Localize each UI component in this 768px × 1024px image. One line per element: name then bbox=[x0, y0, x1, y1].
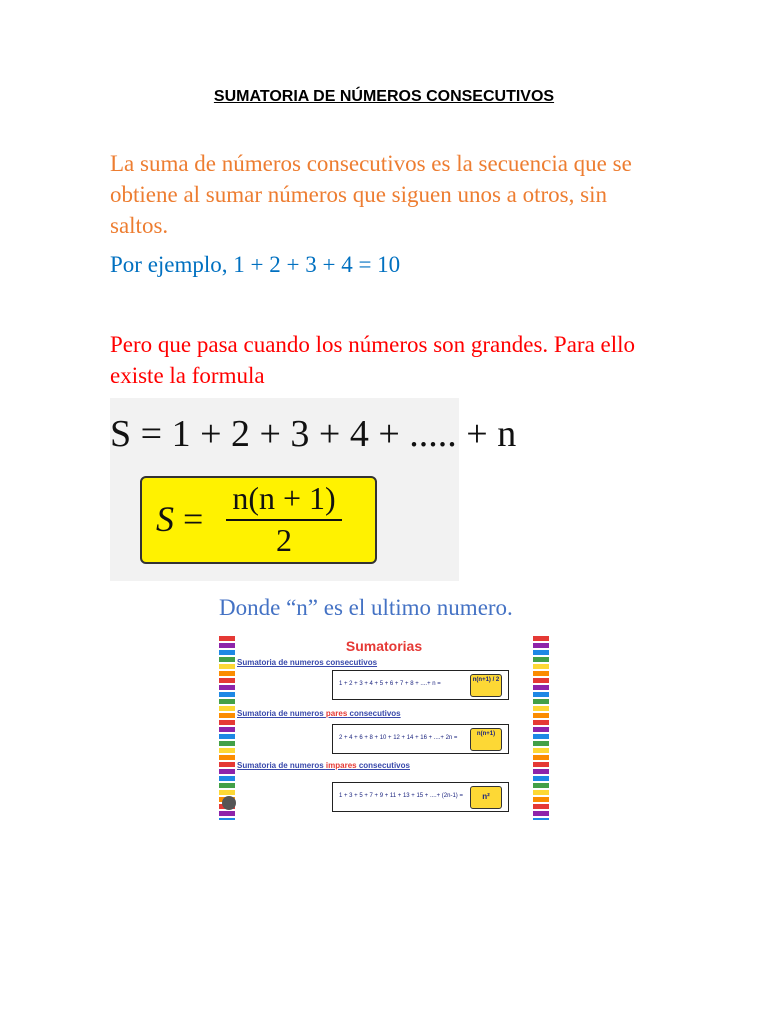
result-badge: n(n+1) bbox=[470, 728, 502, 751]
question-paragraph: Pero que pasa cuando los números son grandes. Para ello existe la formula bbox=[110, 332, 636, 388]
intro-paragraph: La suma de números consecutivos es la secuencia que se obtiene al sumar números que siguen unos a otros, sin saltos. bbox=[110, 151, 632, 238]
sequence-text: 2 + 4 + 6 + 8 + 10 + 12 + 14 + 16 + ....+ 2n = bbox=[339, 735, 458, 741]
sumatorias-heading: Sumatorias bbox=[345, 638, 423, 654]
formula-numerator: n(n + 1) bbox=[232, 480, 336, 516]
sumatoria-label-3 bbox=[237, 761, 410, 770]
sequence-text: 1 + 3 + 5 + 7 + 9 + 11 + 13 + 15 + ....+ (2n-1) = bbox=[339, 793, 463, 799]
fraction-bar bbox=[226, 519, 342, 521]
result-badge: n² bbox=[470, 786, 502, 809]
label-text: Sumatoria de numeros bbox=[237, 761, 326, 770]
crayons-right-decoration bbox=[533, 636, 549, 820]
formula-image bbox=[110, 398, 517, 581]
label-highlight: impares bbox=[325, 761, 357, 770]
sumatoria-box-3 bbox=[332, 782, 509, 812]
label-text-end: consecutivos bbox=[356, 761, 410, 770]
formula-series: S = 1 + 2 + 3 + 4 + ..... + n bbox=[110, 413, 517, 455]
crayons-left-decoration bbox=[219, 636, 235, 820]
sumatoria-label-1 bbox=[237, 658, 377, 667]
formula-denominator: 2 bbox=[276, 522, 292, 558]
sequence-text: 1 + 2 + 3 + 4 + 5 + 6 + 7 + 8 + ....+ n = bbox=[339, 681, 441, 687]
formula-lhs bbox=[156, 498, 203, 540]
result-badge: n(n+1) / 2 bbox=[470, 674, 502, 697]
label-text-end: consecutivos bbox=[347, 709, 401, 718]
label-text: Sumatoria de numeros consecutivos bbox=[237, 658, 378, 667]
formula-box bbox=[140, 476, 377, 564]
label-text: Sumatoria de numeros bbox=[237, 709, 326, 718]
sumatoria-box-1 bbox=[332, 670, 509, 700]
formula-s: S bbox=[156, 499, 174, 539]
label-highlight: pares bbox=[325, 709, 348, 718]
document-title: SUMATORIA DE NÚMEROS CONSECUTIVOS bbox=[213, 88, 555, 105]
formula-equals: = bbox=[183, 499, 204, 539]
example-paragraph: Por ejemplo, 1 + 2 + 3 + 4 = 10 bbox=[110, 252, 401, 277]
sumatoria-label-2 bbox=[237, 709, 401, 718]
sumatoria-box-2 bbox=[332, 724, 509, 754]
note-paragraph: Donde “n” es el ultimo numero. bbox=[219, 595, 513, 620]
sumatorias-image bbox=[219, 636, 549, 820]
lens-icon[interactable] bbox=[222, 796, 236, 810]
